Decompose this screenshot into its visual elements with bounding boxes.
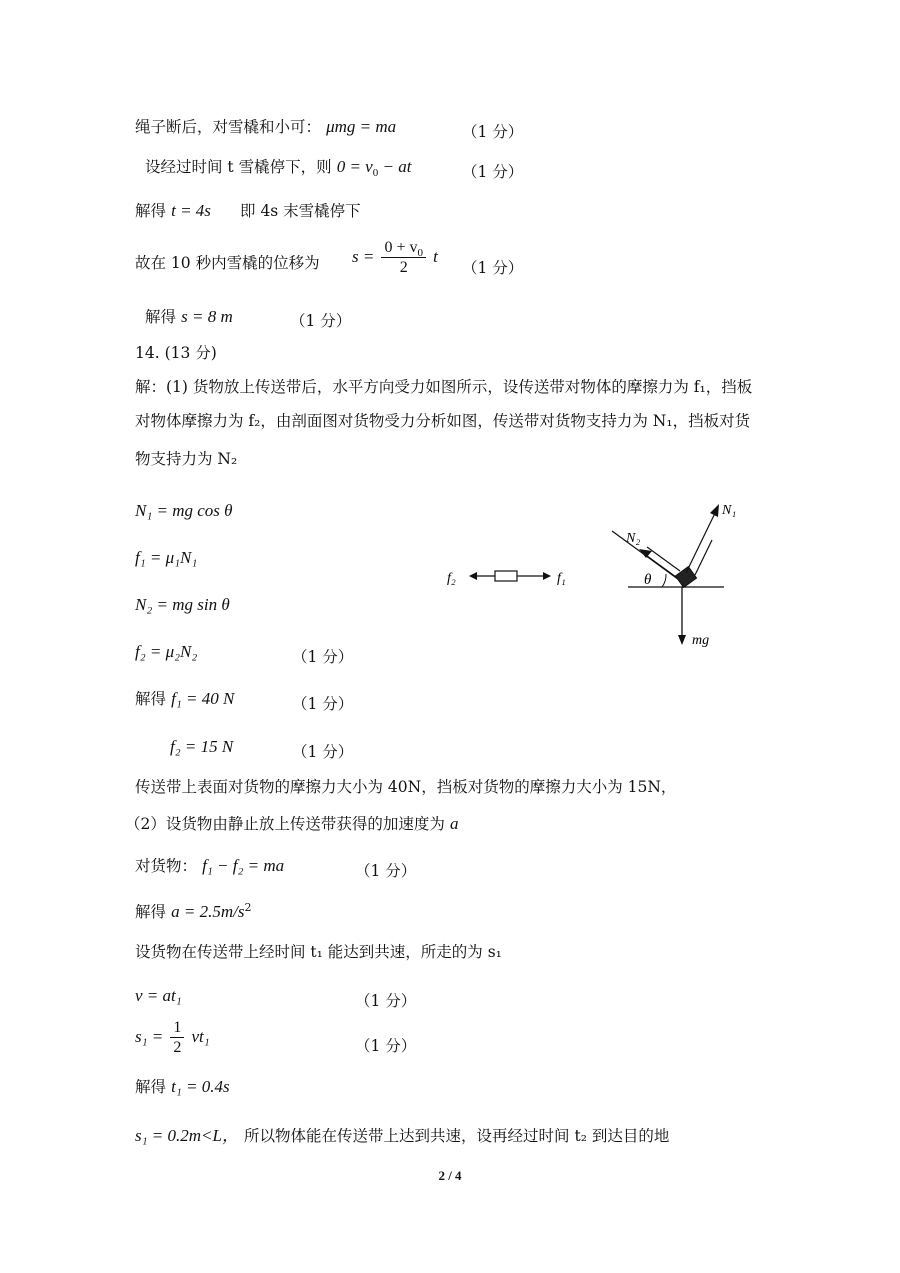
equation-f2: f₂ = μ₂N₂ bbox=[135, 642, 198, 661]
label-f2: f₂ bbox=[447, 571, 456, 586]
equation-part: − at bbox=[378, 157, 412, 176]
label-n1: N₁ bbox=[722, 503, 737, 518]
equation: f₁ − f₂ = ma bbox=[202, 856, 285, 875]
denominator: 2 bbox=[173, 1039, 182, 1057]
equation-s1 bbox=[135, 1018, 210, 1057]
equation: t = 4s bbox=[171, 201, 211, 220]
equation: a = 2.5m/s bbox=[171, 902, 245, 921]
q14-paragraph-line-1: 解：(1) 货物放上传送带后，水平方向受力如图所示，设传送带对物体的摩擦力为 f₁，挡板 bbox=[135, 378, 753, 396]
t1-description: 设货物在传送带上经时间 t₁ 能达到共速，所走的为 s₁ bbox=[135, 943, 502, 961]
equation-part: 0 = v bbox=[336, 157, 373, 176]
subscript: 0 bbox=[417, 247, 423, 259]
result-f2: f₂ = 15 N bbox=[170, 737, 234, 756]
score-mark: （1 分） bbox=[355, 1037, 417, 1055]
rhs: t bbox=[433, 247, 438, 267]
score-mark: （1 分） bbox=[292, 648, 354, 666]
text: 解得 bbox=[145, 308, 177, 326]
line-stop-time bbox=[145, 157, 412, 179]
equation: f₁ = 40 N bbox=[171, 689, 235, 708]
rhs: vt₁ bbox=[191, 1027, 210, 1047]
label-theta: θ bbox=[644, 572, 652, 588]
superscript: 2 bbox=[244, 901, 252, 914]
text: 对货物： bbox=[135, 857, 198, 875]
line-solve-t bbox=[135, 202, 361, 220]
text: 解得 bbox=[135, 1078, 167, 1096]
part-2-intro bbox=[125, 815, 458, 833]
text: 解得 bbox=[135, 903, 167, 921]
equation: s = 8 m bbox=[181, 307, 233, 326]
note: 即 4s 末雪橇停下 bbox=[240, 202, 361, 220]
equation: t₁ = 0.4s bbox=[171, 1077, 230, 1096]
equation-n2: N₂ = mg sin θ bbox=[135, 595, 230, 614]
horizontal-force-diagram bbox=[445, 562, 575, 592]
variable: a bbox=[449, 814, 459, 833]
score-mark: （1 分） bbox=[462, 259, 524, 277]
q14-paragraph-line-3: 物支持力为 N₂ bbox=[135, 450, 238, 468]
score-mark: （1 分） bbox=[292, 743, 354, 761]
conclusion-line: 传送带上表面对货物的摩擦力大小为 40N，挡板对货物的摩擦力大小为 15N， bbox=[135, 778, 677, 796]
equation: s₁ = 0.2m<L， bbox=[135, 1126, 239, 1145]
displacement-equation bbox=[352, 238, 438, 277]
result-f1 bbox=[135, 690, 234, 708]
score-mark: （1 分） bbox=[292, 695, 354, 713]
line-rope-broken bbox=[135, 118, 396, 136]
line-displacement bbox=[135, 256, 320, 272]
text: （2）设货物由静止放上传送带获得的加速度为 bbox=[125, 815, 445, 833]
q14-paragraph-line-2: 对物体摩擦力为 f₂，由剖面图对货物受力分析如图，传送带对货物支持力为 N₁，挡板对货 bbox=[135, 412, 751, 430]
last-line bbox=[135, 1127, 669, 1145]
text: 所以物体能在传送带上达到共速，设再经过时间 t₂ 到达目的地 bbox=[244, 1127, 670, 1145]
page-number: 2 / 4 bbox=[438, 1168, 462, 1183]
question-14-title: 14. (13 分) bbox=[135, 344, 217, 362]
text: 解得 bbox=[135, 690, 167, 708]
numerator: 1 bbox=[170, 1018, 184, 1038]
lhs: s₁ = bbox=[135, 1027, 164, 1047]
equation-f1: f₁ = μ₁N₁ bbox=[135, 548, 198, 567]
result-a bbox=[135, 903, 251, 921]
equation-n1: N₁ = mg cos θ bbox=[135, 501, 233, 520]
denominator: 2 bbox=[399, 259, 408, 277]
lhs: s = bbox=[352, 247, 375, 267]
label-n2: N₂ bbox=[626, 531, 641, 546]
fraction bbox=[170, 1018, 184, 1057]
numerator: 0 + v bbox=[384, 239, 418, 256]
equation-goods bbox=[135, 857, 284, 875]
score-mark: （1 分） bbox=[355, 992, 417, 1010]
text: 故在 10 秒内雪橇的位移为 bbox=[135, 254, 320, 272]
text: 解得 bbox=[135, 202, 167, 220]
equation-v: v = at₁ bbox=[135, 986, 182, 1005]
equation: μmg = ma bbox=[326, 117, 397, 136]
score-mark: （1 分） bbox=[462, 163, 524, 181]
score-mark: （1 分） bbox=[355, 862, 417, 880]
text: 设经过时间 t 雪橇停下，则 bbox=[145, 158, 332, 176]
fraction bbox=[381, 238, 426, 277]
label-f1: f₁ bbox=[557, 571, 566, 586]
cross-section-force-diagram bbox=[600, 495, 760, 665]
label-mg: mg bbox=[692, 633, 710, 648]
result-t1 bbox=[135, 1078, 230, 1096]
score-mark: （1 分） bbox=[290, 312, 352, 330]
subscript: 0 bbox=[372, 167, 379, 179]
text: 绳子断后，对雪橇和小可： bbox=[135, 118, 322, 136]
score-mark: （1 分） bbox=[462, 123, 524, 141]
line-solve-s bbox=[145, 308, 233, 326]
